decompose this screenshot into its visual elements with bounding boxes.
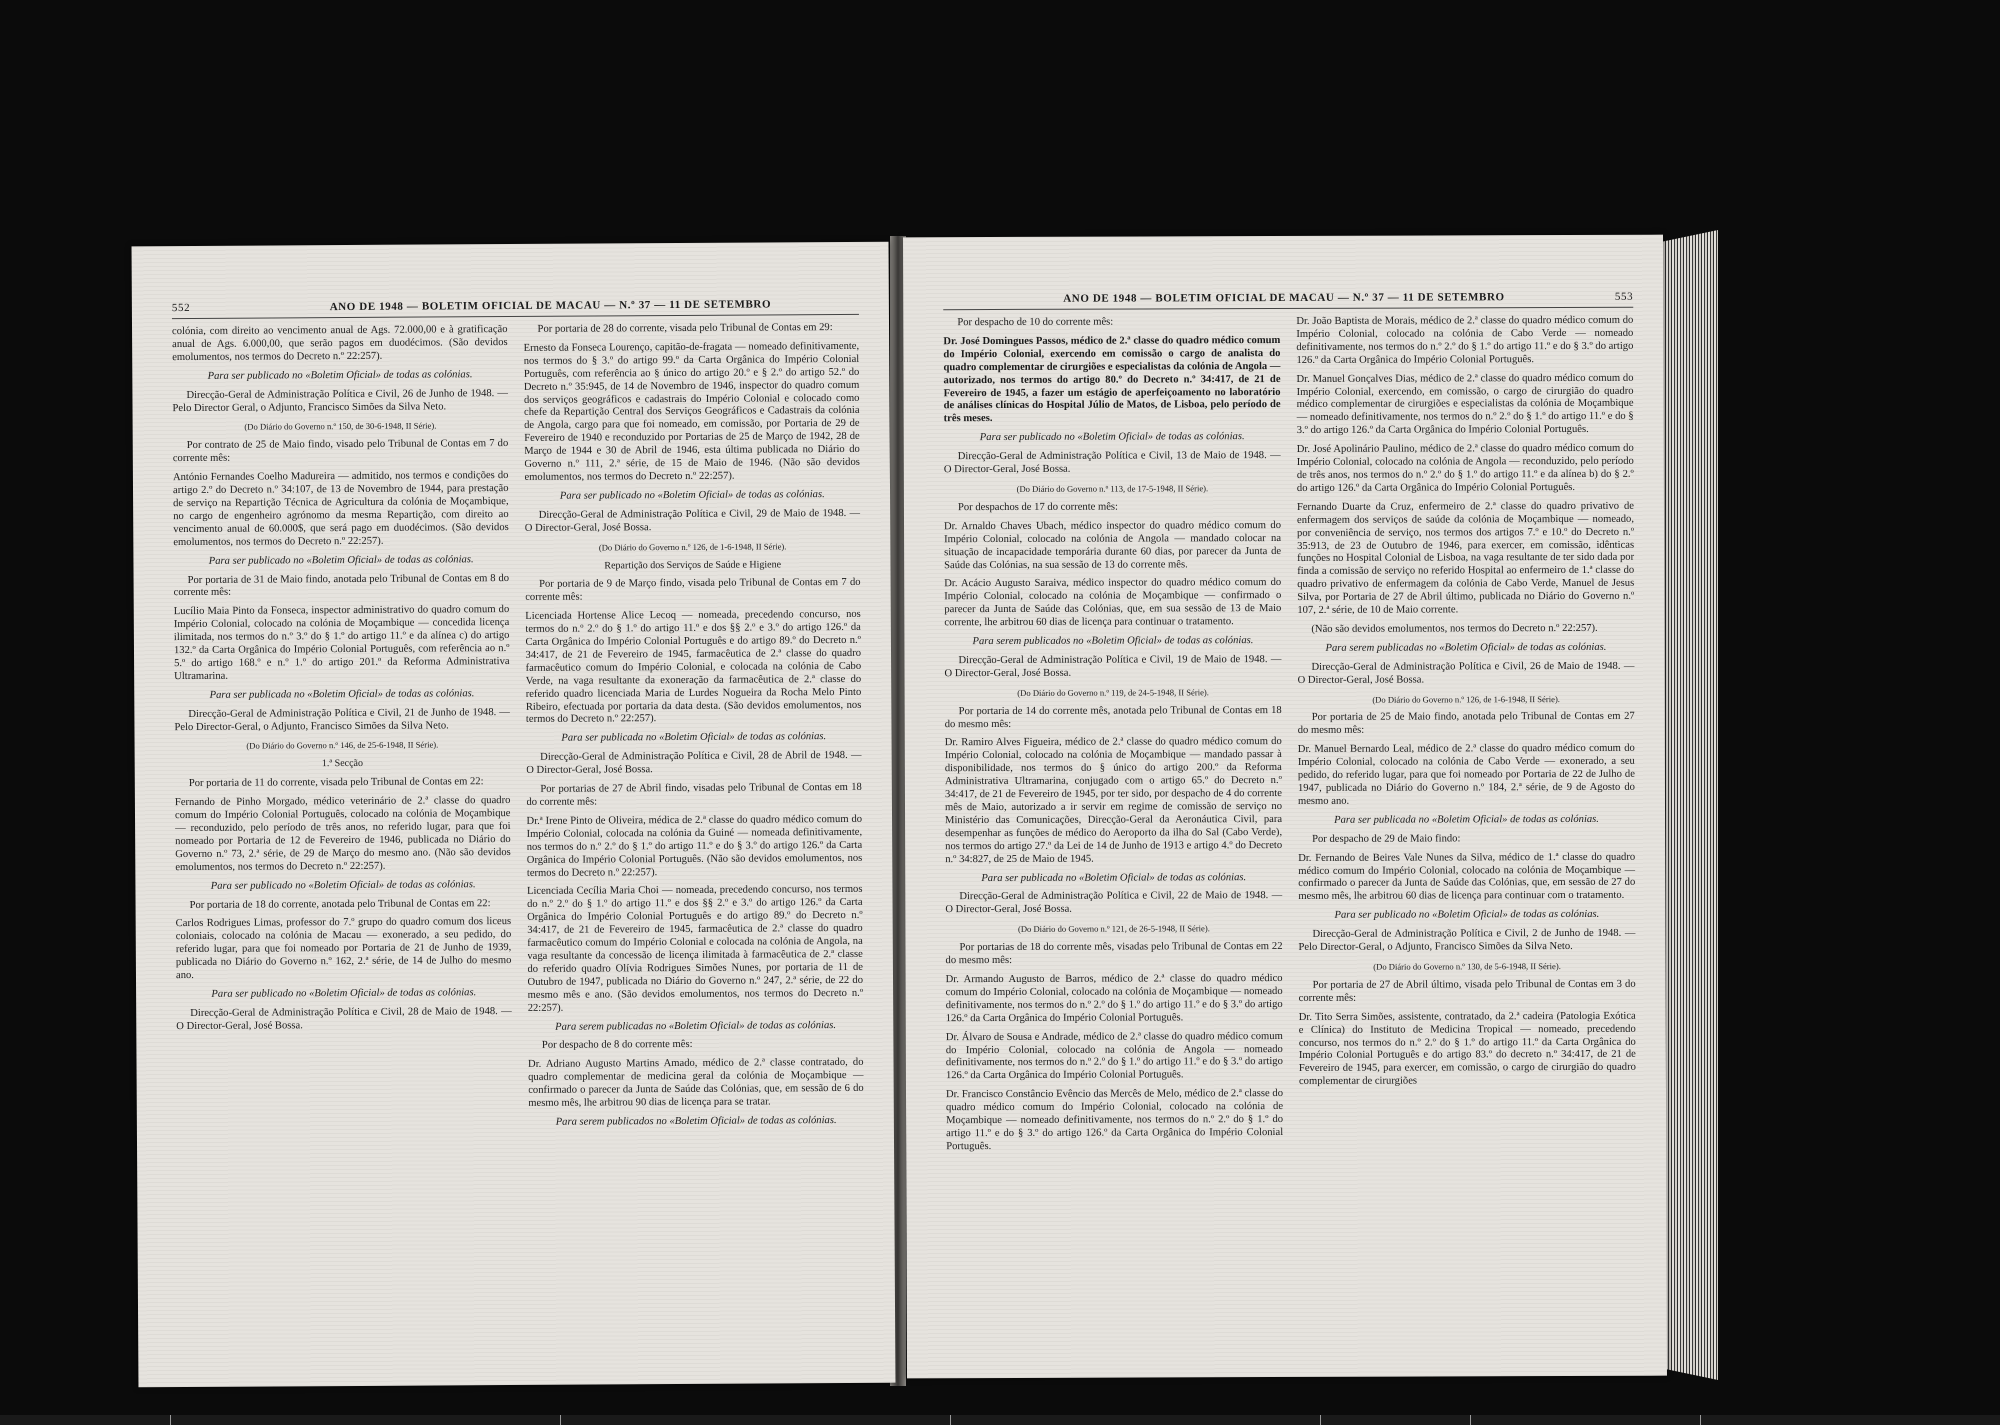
paragraph: Dr. Arnaldo Chaves Ubach, médico inspector do quadro médico comum do Império Colonial, colocado na colónia de Angola — mandado colocar na situação de incapacidade temporária durante 60 dias, por parecer da Junta de Saúde das Colónias, na sua sessão de 13 do corrente mês. [944, 519, 1282, 571]
paragraph: Por portaria de 14 do corrente mês, anotada pelo Tribunal de Contas em 18 do mesmo mês: [944, 704, 1282, 730]
paragraph: Dr. João Baptista de Morais, médico de 2.ª classe do quadro médico comum do Império Colonial, colocado na colónia de Cabo Verde — nomeado definitivamente, nos termos do n.º 2.º do § 1.º do artigo 11.º e do § 3.º do artigo 126.º da Carta Orgânica do Império Colonial Português. [1296, 314, 1634, 366]
paragraph: Direcção-Geral de Administração Política e Civil, 28 de Abril de 1948. — O Director-Geral, José Bossa. [526, 750, 862, 777]
paragraph: Dr. José Domingues Passos, médico de 2.ª classe do quadro médico comum do Império Colonial, exercendo em comissão o cargo de analista do quadro complementar de cirurgiões e especialistas da colónia de Angola — autorizado, nos termos do artigo 80.º do Decreto n.º 34:417, de 21 de Fevereiro de 1945, a fazer um estágio de aperfeiçoamento no laboratório de análises clínicas do Hospital Júlio de Matos, de Lisboa, pelo período de três meses. [943, 334, 1281, 425]
paragraph: Para ser publicado no «Boletim Oficial» de todas as colónias. [210, 878, 476, 892]
paragraph: Dr. Adriano Augusto Martins Amado, médico de 2.ª classe contratado, do quadro complementar de medicina geral da colónia de Moçambique — confirmado o parecer da Junta de Saúde das Colónias, que, em sessão de 6 do mesmo mês, lhe arbitrou 90 dias de licença para se tratar. [527, 1057, 864, 1109]
paragraph: Por portarias de 27 de Abril findo, visadas pelo Tribunal de Contas em 18 do corrente mês: [526, 781, 862, 808]
paragraph: Direcção-Geral de Administração Política e Civil, 2 de Junho de 1948. — Pelo Director-Geral, o Adjunto, Francisco Simões da Silva Neto. [1298, 927, 1636, 954]
paragraph: Por portarias de 18 do corrente mês, visadas pelo Tribunal de Contas em 22 do mesmo mês: [945, 941, 1283, 967]
paragraph: Direcção-Geral de Administração Política e Civil, 26 de Maio de 1948. — O Director-Geral, José Bossa. [1297, 660, 1635, 686]
paragraph: (Do Diário do Governo n.º 126, de 1-6-1948, II Série). [598, 540, 787, 553]
right-page-number: 553 [1614, 290, 1634, 303]
paragraph: Para serem publicados no «Boletim Oficial» de todas as colónias. [972, 635, 1254, 648]
left-header-text: ANO DE 1948 — BOLETIM OFICIAL DE MACAU — N.º 37 — 11 DE SETEMBRO [329, 298, 772, 314]
paragraph: (Do Diário do Governo n.º 130, de 5-6-1948, II Série). [1373, 961, 1561, 972]
paragraph: Por portaria de 9 de Março findo, visada pelo Tribunal de Contas em 7 do corrente mês: [525, 577, 861, 604]
paragraph: Licenciada Cecília Maria Choi — nomeada, precedendo concurso, nos termos do n.º 2.º do § 1.º do artigo 11.º e dos §§ 2.º e 3.º do artigo 126.º da Carta Orgânica do Império Colonial Português e do artigo 89.º do Decreto n.º 34:417, de 21 de Fevereiro de 1945, farmacêutica de 2.ª classe do quadro farmacêutico comum do Império Colonial e colocada na colónia de Angola, na vaga resultante da concessão de licença ilimitada à farmacêutica de 2.ª classe do referido quadro Olívia Rodrigues Simões Nunes, por portaria de 11 de Outubro de 1947, publicada no Diário do Governo n.º 247, 2.ª série, de 22 do mesmo mês e ano. (São devidos emolumentos, nos termos do Decreto n.º 22:257). [526, 884, 864, 1014]
paragraph: Por despacho de 8 do corrente mês: [541, 1039, 693, 1052]
right-header-text: ANO DE 1948 — BOLETIM OFICIAL DE MACAU — N.º 37 — 11 DE SETEMBRO [1063, 291, 1505, 305]
paragraph: (Não são devidos emolumentos, nos termos do Decreto n.º 22:257). [1311, 622, 1598, 635]
paragraph: António Fernandes Coelho Madureira — admitido, nos termos e condições do artigo 2.º do Decreto n.º 34:107, de 13 de Novembro de 1944, para prestação de serviço na Repartição Técnica de Agricultura da colónia de Moçambique, no cargo de engenheiro agrónomo da mesma Repartição, com direito ao vencimento anual de 60.000$, que será pago em duodécimos. (São devidos emolumentos, nos termos do Decreto n.º 22:257). [172, 470, 509, 548]
paragraph: Ernesto da Fonseca Lourenço, capitão-de-fragata — nomeado definitivamente, nos termos do § 3.º do artigo 99.º da Carta Orgânica do Império Colonial Português, com referência ao § único do artigo 20.º e § 2.º do artigo 52.º do Decreto n.º 35:945, de 14 de Novembro de 1946, inspector do quadro comum dos serviços geográficos e cadastrais do Império Colonial e colocado como chefe da Repartição Central dos Serviços Geográficos e Cadastrais da colónia de Angola, cargo para que foi nomeado, em comissão, por Portaria de 29 de Fevereiro de 1940 e reconduzido por Portarias de 25 de Março de 1942, 28 de Março de 1944 e 30 de Abril de 1946, esta última publicada no Diário do Governo n.º 111, 2.ª série, de 15 de Maio de 1946. (Não são devidos emolumentos, nos termos do Decreto n.º 22:257). [523, 340, 860, 483]
paragraph: Dr. Armando Augusto de Barros, médico de 2.ª classe do quadro médico comum do Império Colonial, colocado na colónia de Moçambique — nomeado definitivamente, nos termos do n.º 2.º do § 1.º do artigo 11.º e do § 3.º do artigo 126.º da Carta Orgânica do Império Colonial Português. [945, 972, 1283, 1024]
paragraph: Por despacho de 29 de Maio findo: [1312, 833, 1461, 845]
paragraph: Para ser publicado no «Boletim Oficial» de todas as colónias. [559, 488, 825, 502]
paragraph: Dr. José Apolinário Paulino, médico de 2.ª classe do quadro médico comum do Império Colonial, colocado na colónia de Angola — reconduzido, pelo período de três anos, nos termos do n.º 2.º do § 1.º do artigo 11.º e da alínea b) do § 2.º do artigo 126.º da Carta Orgânica do Império Colonial Português. [1296, 442, 1634, 494]
left-page [132, 242, 896, 1388]
paragraph: (Do Diário do Governo n.º 146, de 25-6-1948, II Série). [246, 739, 439, 752]
paragraph: Por portaria de 11 do corrente, visada pelo Tribunal de Contas em 22: [188, 776, 484, 790]
right-page [903, 235, 1667, 1379]
paragraph: Direcção-Geral de Administração Política e Civil, 19 de Maio de 1948. — O Director-Geral, José Bossa. [944, 653, 1282, 680]
paragraph: Por portaria de 27 de Abril último, visada pelo Tribunal de Contas em 3 do corrente mês: [1298, 978, 1636, 1004]
paragraph: Por portaria de 18 do corrente, anotada pelo Tribunal de Contas em 22: [189, 897, 491, 911]
right-column-2 [1296, 315, 1637, 1357]
paragraph: Para serem publicadas no «Boletim Oficial» de todas as colónias. [1325, 641, 1607, 654]
book-page-edges [1663, 230, 1718, 1380]
right-column-1 [943, 316, 1284, 1358]
paragraph: Fernando Duarte da Cruz, enfermeiro de 2.ª classe do quadro privativo de enfermagem dos serviços de saúde da colónia de Moçambique — nomeado, por conveniência de serviço, nos termos dos artigos 7.º e 10.º do Decreto n.º 35:913, de 23 de Outubro de 1946, para exercer, em comissão, idênticas funções no Hospital Colonial de Lisboa, na vaga resultante de ter sido dada por finda a comissão de serviço no referido Hospital ao enfermeiro de 1.ª classe do quadro privativo de enfermagem da colónia de Cabo Verde, Manuel de Jesus Silva, por Portaria de 27 de Abril último, publicada no Diário do Governo n.º 107, 2.ª série, de 10 de Maio corrente. [1296, 500, 1635, 616]
paragraph: Para serem publicados no «Boletim Oficial» de todas as colónias. [555, 1114, 837, 1128]
paragraph: Dr. Manuel Bernardo Leal, médico de 2.ª classe do quadro médico comum do Império Colonial, colocado na colónia de Cabo Verde — exonerado, a seu pedido, do referido lugar, para que foi nomeado por Portaria de 22 de Julho de 1947, publicada no Diário do Governo n.º 184, 2.ª série, de 9 de Agosto do mesmo ano. [1297, 743, 1635, 807]
paragraph: Para serem publicadas no «Boletim Oficial» de todas as colónias. [555, 1019, 837, 1033]
paragraph: Para ser publicado no «Boletim Oficial» de todas as colónias. [211, 987, 477, 1000]
paragraph: (Do Diário do Governo n.º 113, de 17-5-1948, II Série). [1016, 483, 1209, 494]
paragraph: Por despachos de 17 do corrente mês: [957, 501, 1119, 514]
paragraph: Para ser publicada no «Boletim Oficial» de todas as colónias. [209, 687, 475, 701]
paragraph: 1.ª Secção [321, 758, 364, 770]
paragraph: Por contrato de 25 de Maio findo, visado pelo Tribunal de Contas em 7 do corrente mês: [172, 438, 509, 465]
left-running-header [172, 296, 859, 316]
paragraph: Para ser publicada no «Boletim Oficial» de todas as colónias. [981, 871, 1247, 884]
left-column-2 [524, 322, 866, 1365]
right-columns [943, 315, 1637, 1358]
paragraph: Dr. Álvaro de Sousa e Andrade, médico de 2.ª classe do quadro médico comum do Império Colonial, colocado na colónia de Angola — nomeado definitivamente, nos termos do n.º 2.º do § 1.º do artigo 11.º e do § 3.º do artigo 126.º da Carta Orgânica do Império Colonial Português. [945, 1030, 1283, 1082]
paragraph: Carlos Rodrigues Limas, professor do 7.º grupo do quadro comum dos liceus coloniais, colocado na colónia de Macau — exonerado, a seu pedido, do referido lugar, para que foi nomeado por Portaria de 21 de Junho de 1939, publicada no Diário do Governo n.º 162, 2.ª série, de 14 de Julho do mesmo ano. [175, 916, 512, 982]
paragraph: (Do Diário do Governo n.º 150, de 30-6-1948, II Série). [244, 420, 437, 433]
left-page-number: 552 [171, 301, 191, 315]
paragraph: Licenciada Hortense Alice Lecoq — nomeada, precedendo concurso, nos termos do n.º 2.º do § 1.º do artigo 11.º e dos §§ 2.º e 3.º do artigo 126.º da Carta Orgânica do Império Colonial Português e do artigo 89.º do Decreto n.º 34:417, de 21 de Fevereiro de 1945, farmacêutica de 2.ª classe do quadro farmacêutico comum do Império Colonial, e colocada na colónia de Cabo Verde, na vaga resultante da exoneração da farmacêutica de 2.ª classe do referido quadro licenciada Maria de Lurdes Nogueira da Rocha Melo Pinto Ribeiro, efectuada por portaria da data desta. (São devidos emolumentos, nos termos do Decreto n.º 22:257). [525, 609, 862, 726]
paragraph: Dr. Fernando de Beires Vale Nunes da Silva, médico de 1.ª classe do quadro médico comum do Império Colonial, colocado na colónia de Moçambique — confirmado o parecer da Junta de Saúde das Colónias, que, em sessão de 27 do mesmo mês, lhe arbitrou 60 dias de licença para continuar com o tratamento. [1298, 851, 1636, 903]
paragraph: Dr. Ramiro Alves Figueira, médico de 2.ª classe do quadro médico comum do Império Colonial, colocado na colónia de Moçambique — mandado passar à disponibilidade, nos termos do § único do artigo 200.º da Reforma Administrativa Ultramarina, conjugado com o artigo 65.º do Decreto n.º 34:417, de 21 de Fevereiro de 1945, por ter sido, por despacho de 4 do corrente mês de Maio, autorizado a ir servir em regime de comissão de serviço no Ministério das Comunicações, Direcção-Geral da Aeronáutica Civil, para desempenhar as funções de médico do Aeroporto da ilha do Sal (Cabo Verde), nos termos do artigo 27.º da Lei de 14 de Junho de 1913 e artigo 4.º do Decreto n.º 34:827, de 25 de Maio de 1945. [944, 736, 1283, 865]
paragraph: Por portaria de 25 de Maio findo, anotada pelo Tribunal de Contas em 27 do mesmo mês: [1297, 711, 1635, 737]
paragraph: Dr.ª Irene Pinto de Oliveira, médica de 2.ª classe do quadro médico comum do Império Colonial, colocada na colónia da Guiné — nomeada definitivamente, nos termos do n.º 2.º do § 1.º do artigo 11.º e do § 3.º do artigo 126.º da Carta Orgânica do Império Colonial Português. (Não são devidos emolumentos, nos termos do Decreto n.º 22:257). [526, 813, 863, 879]
paragraph: Fernando de Pinho Morgado, médico veterinário de 2.ª classe do quadro comum do Império Colonial Português, colocado na colónia de Moçambique — reconduzido, pelo período de três anos, no referido lugar, para que foi nomeado por Portaria de 12 de Fevereiro de 1946, publicada no Diário do Governo n.º 73, 2.ª série, de 29 de Março do mesmo ano. (Não são devidos emolumentos, nos termos do Decreto n.º 22:257). [174, 795, 511, 873]
left-column-1 [172, 324, 514, 1367]
paragraph: Lucílio Maia Pinto da Fonseca, inspector administrativo do quadro comum do Império Colonial, colocado na colónia de Moçambique — concedida licença ilimitada, nos termos do n.º 3.º do § 1.º do artigo 11.º e da alínea c) do artigo 132.º da Carta Orgânica do Império Colonial Português, com referência ao n.º 5.º do artigo 168.º e n.º 1.º do artigo 201.º da Reforma Administrativa Ultramarina. [173, 604, 510, 682]
paragraph: Para ser publicado no «Boletim Oficial» de todas as colónias. [208, 553, 474, 567]
paragraph: Direcção-Geral de Administração Política e Civil, 22 de Maio de 1948. — O Director-Geral, José Bossa. [945, 890, 1283, 916]
paragraph: Direcção-Geral de Administração Política e Civil, 13 de Maio de 1948. — O Director-Geral, José Bossa. [943, 450, 1281, 476]
paragraph: Direcção-Geral de Administração Política e Civil, 28 de Maio de 1948. — O Director-Geral, José Bossa. [176, 1005, 512, 1032]
left-columns [172, 322, 865, 1367]
scanner-bottom-bar [0, 1415, 2000, 1425]
paragraph: Dr. Tito Serra Simões, assistente, contratado, da 2.ª cadeira (Patologia Exótica e Clínica) do Instituto de Medicina Tropical — nomeado, precedendo concurso, nos termos do n.º 2.º do § 1.º do artigo 11.º da Carta Orgânica do Império Colonial Português e do artigo 83.º do decreto n.º 34:417, de 21 de Fevereiro de 1945, para exercer, em comissão, o cargo de cirurgião do quadro complementar de cirurgiões [1298, 1010, 1636, 1088]
paragraph: colónia, com direito ao vencimento anual de Ags. 72.000,00 e à gratificação anual de Ags. 6.000,00, que serão pagos em duodécimos. (São devidos emolumentos, nos termos do Decreto n.º 22:257). [172, 324, 508, 363]
paragraph: Dr. Acácio Augusto Saraiva, médico inspector do quadro médico comum do Império Colonial, colocado na colónia de Moçambique — confirmado o parecer da Junta de Saúde das Colónias, que, em sua sessão de 13 de Maio corrente, lhe arbitrou 60 dias de licença para continuar o tratamento. [944, 577, 1282, 629]
paragraph: Para ser publicado no «Boletim Oficial» de todas as colónias. [1334, 909, 1600, 922]
paragraph: Direcção-Geral de Administração Política e Civil, 29 de Maio de 1948. — O Director-Geral, José Bossa. [524, 507, 861, 534]
paragraph: Repartição dos Serviços de Saúde e Higiene [604, 558, 782, 571]
paragraph: (Do Diário do Governo n.º 121, de 26-5-1948, II Série). [1017, 923, 1210, 935]
paragraph: Para ser publicada no «Boletim Oficial» de todas as colónias. [1334, 813, 1599, 826]
paragraph: Por portaria de 31 de Maio findo, anotada pelo Tribunal de Contas em 8 do corrente mês: [173, 572, 510, 599]
right-header-rule [943, 307, 1633, 310]
paragraph: Dr. Francisco Constâncio Evêncio das Mercês de Melo, médico de 2.ª classe do quadro médico comum do Império Colonial, colocado na colónia de Moçambique — nomeado definitivamente, nos termos do n.º 2.º do § 1.º do artigo 11.º e do § 3.º do artigo 126.º da Carta Orgânica do Império Colonial Português. [945, 1088, 1284, 1153]
paragraph: Por portaria de 28 do corrente, visada pelo Tribunal de Contas em 29: [537, 322, 833, 335]
paragraph: Para ser publicado no «Boletim Oficial» de todas as colónias. [979, 431, 1245, 444]
right-running-header [943, 289, 1633, 307]
paragraph: Direcção-Geral de Administração Política e Civil, 21 de Junho de 1948. — Pelo Director-Geral, o Adjunto, Francisco Simões da Silva Neto. [174, 706, 510, 733]
paragraph: (Do Diário do Governo n.º 126, de 1-6-1948, II Série). [1372, 693, 1560, 705]
paragraph: Para ser publicada no «Boletim Oficial» de todas as colónias. [561, 731, 827, 745]
paragraph: Por despacho de 10 do corrente mês: [957, 316, 1114, 329]
paragraph: Para ser publicado no «Boletim Oficial» de todas as colónias. [207, 368, 473, 382]
paragraph: (Do Diário do Governo n.º 119, de 24-5-1948, II Série). [1017, 687, 1209, 698]
paragraph: Dr. Manuel Gonçalves Dias, médico de 2.ª classe do quadro médico comum do Império Colonial, exercendo, em comissão, o cargo de cirurgião do quadro médico complementar de cirurgiões e especialistas da colónia de Moçambique — nomeado definitivamente, nos termos do n.º 2.º do § 1.º do artigo 11.º e do § 3.º do artigo 126.º da Carta Orgânica do Império Colonial Português. [1296, 372, 1634, 437]
paragraph: Direcção-Geral de Administração Política e Civil, 26 de Junho de 1948. — Pelo Director Geral, o Adjunto, Francisco Simões da Silva Neto. [172, 387, 508, 414]
